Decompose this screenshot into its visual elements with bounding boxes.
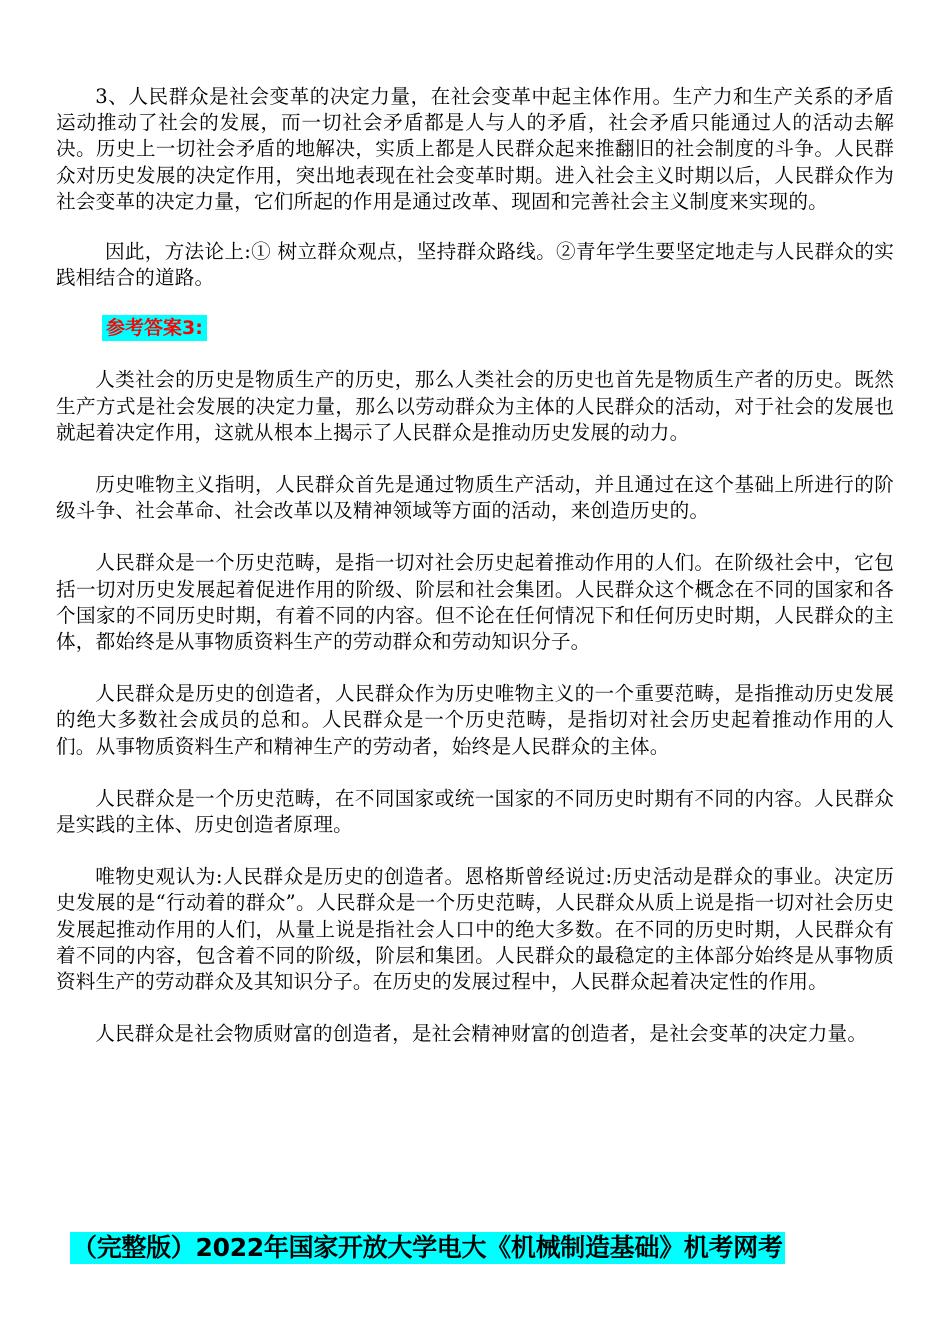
answer-heading: 参考答案3: (102, 315, 207, 341)
paragraph-point-3: 3、人民群众是社会变革的决定力量，在社会变革中起主体作用。生产力和生产关系的矛盾运动推动了社会的发展，而一切社会矛盾都是人与人的矛盾，社会矛盾只能通过人的活动去解决。历史上一切社会矛盾的地解决，实质上都是人民群众起来推翻旧的社会制度的斗争。人民群众对历史发展的决定作用，突出地表现在社会变革时期。进入社会主义时期以后，人民群众作为社会变革的决定力量，它们所起的作用是通过改革、现固和完善社会主义制度来实现的。 (56, 85, 894, 213)
paragraph-answer-6: 唯物史观认为:人民群众是历史的创造者。恩格斯曾经说过:历史活动是群众的事业。决定历史发展的是“行动着的群众”。人民群众是一个历史范畴，人民群众从质上说是指一切对社会历史发展起推动作用的人们，从量上说是指社会人口中的绝大多数。在不同的历史时期，人民群众有着不同的内容，包含着不同的阶级，阶层和集团。人民群众的最稳定的主体部分始终是从事物质资料生产的劳动群众及其知识分子。在历史的发展过程中，人民群众起着决定性的作用。 (56, 865, 894, 994)
answer-heading-wrap (102, 315, 894, 341)
document-body (56, 84, 894, 1047)
paragraph-answer-3: 人民群众是一个历史范畴，是指一切对社会历史起着推动作用的人们。在阶级社会中，它包括一切对历史发展起着促进作用的阶级、阶层和社会集团。人民群众这个概念在不同的国家和各个国家的不同历史时期，有着不同的内容。但不论在任何情况下和任何历史时期，人民群众的主体，都始终是从事物质资料生产的劳动群众和劳动知识分子。 (56, 551, 894, 654)
paragraph-methodology: 因此，方法论上:① 树立群众观点，坚持群众路线。②青年学生要坚定地走与人民群众的实践相结合的道路。 (56, 240, 894, 290)
footer-document-title: （完整版）2022年国家开放大学电大《机械制造基础》机考网考 (72, 1233, 783, 1262)
paragraph-answer-2: 历史唯物主义指明，人民群众首先是通过物质生产活动，并且通过在这个基础上所进行的阶级斗争、社会革命、社会改革以及精神领域等方面的活动，来创造历史的。 (56, 473, 894, 523)
paragraph-answer-5: 人民群众是一个历史范畴，在不同国家或统一国家的不同历史时期有不同的内容。人民群众是实践的主体、历史创造者原理。 (56, 786, 894, 837)
paragraph-answer-4: 人民群众是历史的创造者，人民群众作为历史唯物主义的一个重要范畴，是指推动历史发展的绝大多数社会成员的总和。人民群众是一个历史范畴，是指切对社会历史起着推动作用的人们。从事物质资料生产和精神生产的劳动者，始终是人民群众的主体。 (56, 682, 894, 758)
paragraph-answer-7: 人民群众是社会物质财富的创造者，是社会精神财富的创造者，是社会变革的决定力量。 (95, 1022, 868, 1046)
paragraph-answer-1: 人类社会的历史是物质生产的历史，那么人类社会的历史也首先是物质生产者的历史。既然生产方式是社会发展的决定力量，那么以劳动群众为主体的人民群众的活动，对于社会的发展也就起着决定作用，这就从根本上揭示了人民群众是推动历史发展的动力。 (56, 368, 894, 444)
